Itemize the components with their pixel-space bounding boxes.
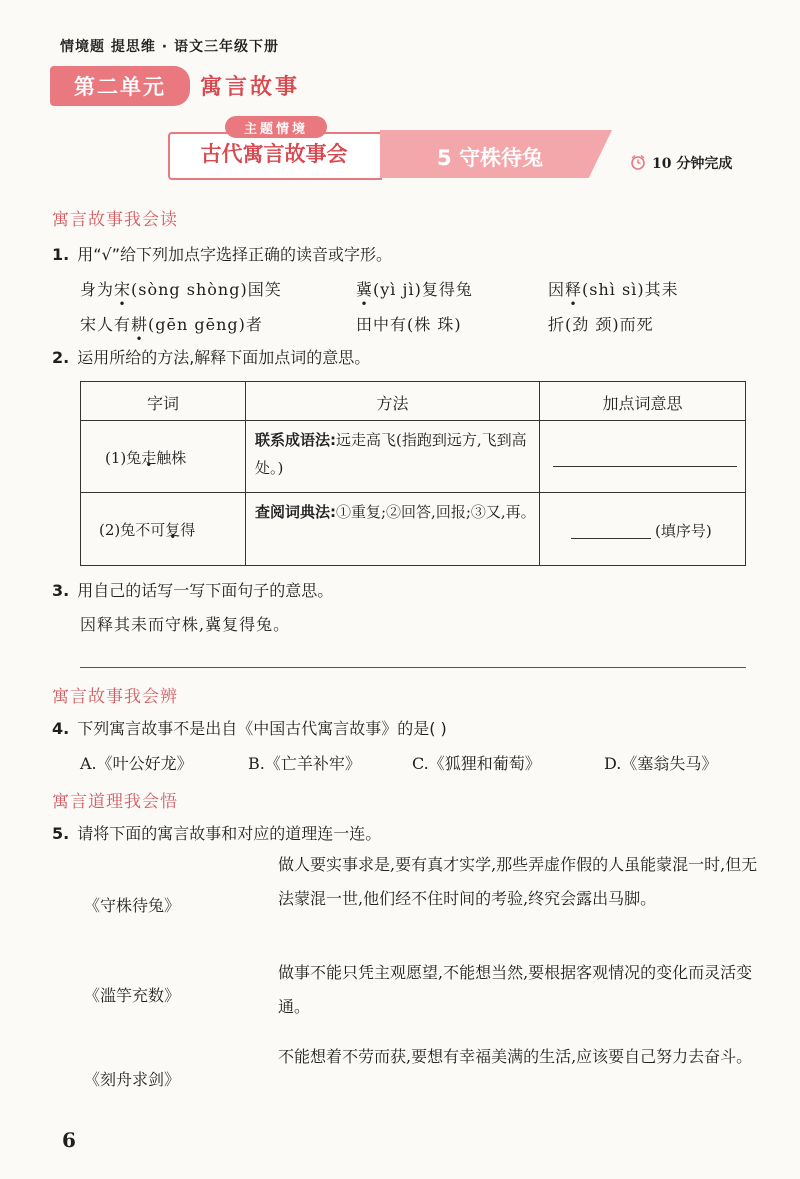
fill-number-hint: (填序号) [655, 522, 712, 540]
answer-blank[interactable] [553, 466, 737, 467]
q1-item-4: 宋人有耕(gēn gēng)者 [80, 315, 263, 334]
story-item[interactable]: 《滥竽充数》 [84, 986, 181, 1005]
dotted-char: 释 [565, 280, 583, 299]
answer-line[interactable] [80, 667, 746, 668]
dotted-char: 耕 [131, 315, 149, 334]
q1-item-5: 田中有(株 珠) [356, 315, 462, 334]
dotted-char: 冀 [356, 280, 374, 299]
table-row-2-word: (2)兔不可复得 [99, 521, 196, 539]
question-number: 1. [52, 245, 70, 264]
question-1 [52, 242, 392, 265]
method-table [80, 381, 746, 566]
question-prompt: 用“√”给下列加点字选择正确的读音或字形。 [77, 245, 392, 264]
table-row-2-method: 查阅词典法:①重复;②回答,回报;③又,再。 [255, 503, 536, 521]
question-3 [52, 578, 333, 601]
option-d[interactable]: D.《塞翁失马》 [604, 754, 718, 773]
moral-item[interactable]: 做事不能只凭主观愿望,不能想当然,要根据客观情况的变化而灵活变通。 [278, 963, 753, 1016]
unit-badge: 第二单元 [50, 66, 190, 106]
theme-tag: 主题情境 [225, 116, 327, 138]
q1-item-6: 折(劲 颈)而死 [548, 315, 654, 334]
question-prompt: 运用所给的方法,解释下面加点词的意思。 [77, 348, 371, 367]
q1-item-3: 因释(shì sì)其耒 [548, 280, 679, 299]
table-header-word: 字词 [146, 394, 179, 413]
option-a[interactable]: A.《叶公好龙》 [80, 754, 193, 773]
page-number: 6 [62, 1128, 76, 1152]
question-prompt: 下列寓言故事不是出自《中国古代寓言故事》的是( ) [77, 719, 447, 738]
question-4 [52, 716, 447, 739]
dotted-char: 宋 [114, 280, 132, 299]
q1-item-1: 身为宋(sòng shòng)国笑 [80, 280, 282, 299]
table-row-1-word: (1)兔走触株 [105, 449, 187, 467]
theme-name: 古代寓言故事会 [200, 142, 348, 166]
question-number: 2. [52, 348, 70, 367]
question-number: 4. [52, 719, 70, 738]
story-item[interactable]: 《守株待兔》 [84, 896, 181, 915]
question-5 [52, 821, 381, 844]
option-b[interactable]: B.《亡羊补牢》 [248, 754, 361, 773]
section-title-distinguish: 寓言故事我会辨 [52, 687, 178, 707]
section-title-understand: 寓言道理我会悟 [52, 792, 178, 812]
answer-blank[interactable] [571, 538, 651, 539]
story-item[interactable]: 《刻舟求剑》 [84, 1070, 181, 1089]
question-2 [52, 345, 370, 368]
moral-item[interactable]: 不能想着不劳而获,要想有幸福美满的生活,应该要自己努力去奋斗。 [278, 1047, 753, 1066]
question-number: 5. [52, 824, 70, 843]
time-estimate: 10 分钟完成 [652, 156, 733, 172]
question-prompt: 请将下面的寓言故事和对应的道理连一连。 [77, 824, 382, 843]
dotted-char: 复 [165, 521, 181, 539]
dotted-char: 走 [141, 449, 157, 467]
book-series-header: 情境题 提思维 · 语文三年级下册 [60, 39, 279, 55]
q1-item-2: 冀(yì jì)复得兔 [356, 280, 473, 299]
table-header-meaning: 加点词意思 [602, 394, 683, 413]
question-prompt: 用自己的话写一写下面句子的意思。 [77, 581, 334, 600]
q3-sentence: 因释其耒而守株,冀复得兔。 [80, 615, 291, 634]
question-number: 3. [52, 581, 70, 600]
moral-item[interactable]: 做人要实事求是,要有真才实学,那些弄虚作假的人虽能蒙混一时,但无法蒙混一世,他们经不住时间的考验,终究会露出马脚。 [278, 855, 758, 908]
section-title-read: 寓言故事我会读 [52, 210, 178, 230]
table-header-method: 方法 [376, 394, 409, 413]
table-row-1-method: 联系成语法:远走高飞(指跑到远方,飞到高处。) [255, 431, 527, 477]
unit-title: 寓言故事 [200, 75, 301, 100]
alarm-clock-icon [630, 154, 646, 170]
lesson-title: 5 守株待兔 [437, 146, 543, 170]
option-c[interactable]: C.《狐狸和葡萄》 [412, 754, 541, 773]
